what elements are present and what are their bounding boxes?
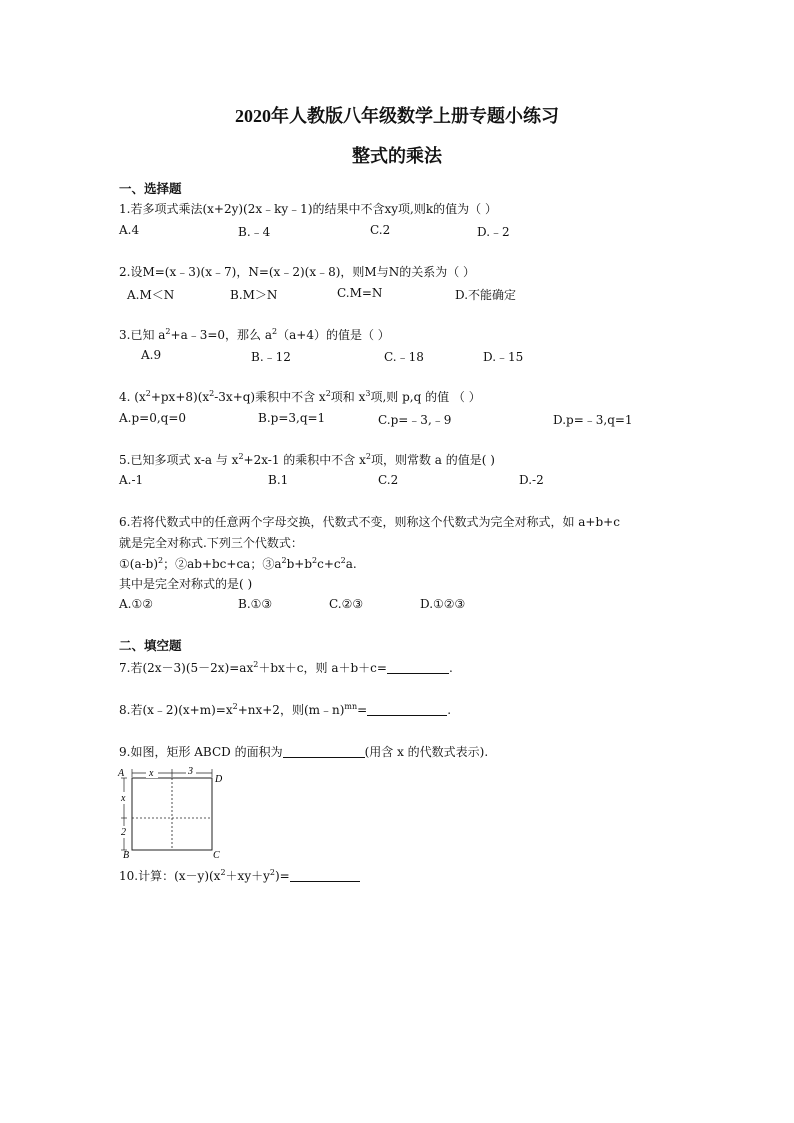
question-3-option-d: D.﹣15 bbox=[483, 350, 524, 364]
question-5-option-a: A.-1 bbox=[119, 473, 144, 487]
question-2-option-b: B.M＞N bbox=[230, 288, 278, 302]
question-6-option-a: A.①② bbox=[119, 597, 153, 611]
question-9: 9.如图，矩形 ABCD 的面积为 (用含 x 的代数式表示). bbox=[119, 745, 489, 759]
question-6-expressions: $①(a-b)^2$；②ab+bc+ca；$③a^2b+b^2c+c^2a$. bbox=[119, 556, 357, 571]
side-x-label: x bbox=[121, 793, 126, 804]
question-2-option-c: C.M=N bbox=[337, 286, 383, 300]
side-2-label: 2 bbox=[121, 827, 126, 838]
question-3-option-c: C.﹣18 bbox=[384, 350, 424, 364]
question-5-option-c: C.2 bbox=[378, 473, 399, 487]
question-6-line-1: 6.若将代数式中的任意两个字母交换，代数式不变，则称这个代数式为完全对称式，如 a+b+c bbox=[119, 515, 620, 529]
vertex-b-label: B bbox=[123, 850, 130, 860]
answer-blank[interactable] bbox=[387, 661, 449, 674]
question-5-option-d: D.-2 bbox=[519, 473, 544, 487]
question-6-line-4: 其中是完全对称式的是( ) bbox=[119, 577, 253, 591]
section-fill-heading: 二、填空题 bbox=[119, 638, 182, 653]
question-6-option-b: B.①③ bbox=[238, 597, 273, 611]
question-4-option-a: A.p=0,q=0 bbox=[119, 411, 187, 425]
question-4-option-d: D.p=﹣3,q=1 bbox=[553, 413, 633, 427]
vertex-d-label: D bbox=[215, 774, 223, 785]
page-subtitle: 整式的乘法 bbox=[352, 146, 442, 166]
question-3-option-a: A.9 bbox=[141, 348, 162, 362]
question-1-option-a: A.4 bbox=[119, 223, 140, 237]
question-6-option-d: D.①②③ bbox=[420, 597, 466, 611]
question-2-stem: 2.设M=(x﹣3)(x﹣7)，N=(x﹣2)(x﹣8)，则M与N的关系为（ ） bbox=[119, 265, 476, 279]
answer-blank[interactable] bbox=[290, 869, 360, 882]
top-x-label: x bbox=[149, 768, 154, 779]
question-3-option-b: B.﹣12 bbox=[251, 350, 291, 364]
rectangle-abcd-figure bbox=[114, 764, 232, 860]
question-4-option-b: B.p=3,q=1 bbox=[258, 411, 326, 425]
question-1-option-c: C.2 bbox=[370, 223, 391, 237]
question-7: 7.若$(2x-3)(5-2x)=ax^2+bx+c$，则 a＋b＋c= . bbox=[119, 660, 453, 675]
question-5-option-b: B.1 bbox=[268, 473, 289, 487]
question-3-stem: 3.已知 $a^2+a﹣3=0$，那么 $a^2(a+4)$的值是（ ） bbox=[119, 327, 390, 342]
question-1-stem: 1.若多项式乘法(x+2y)(2x﹣ky﹣1)的结果中不含xy项,则k的值为（ ） bbox=[119, 202, 497, 216]
section-choice-heading: 一、选择题 bbox=[119, 181, 182, 196]
question-6-line-2: 就是完全对称式.下列三个代数式： bbox=[119, 536, 303, 550]
question-4-option-c: C.p=﹣3,﹣9 bbox=[378, 413, 452, 427]
page-title: 2020年人教版八年级数学上册专题小练习 bbox=[235, 106, 559, 126]
question-4-stem: 4. $(x^2+px+8)(x^2-3x+q)$乘积中不含 $x^2$项和 $x^3$项,则 p,q 的值 （ ） bbox=[119, 389, 481, 404]
question-10: 10.计算：$(x-y)(x^2+xy+y^2)=$ bbox=[119, 868, 360, 884]
question-2-option-d: D.不能确定 bbox=[455, 288, 517, 302]
question-6-option-c: C.②③ bbox=[329, 597, 364, 611]
question-1-option-d: D.﹣2 bbox=[477, 225, 510, 239]
top-3-label: 3 bbox=[188, 766, 193, 777]
answer-blank[interactable] bbox=[283, 745, 365, 758]
vertex-a-label: A bbox=[118, 768, 125, 779]
vertex-c-label: C bbox=[213, 850, 220, 860]
answer-blank[interactable] bbox=[367, 703, 447, 716]
question-1-option-b: B.﹣4 bbox=[238, 225, 271, 239]
question-2-option-a: A.M＜N bbox=[127, 288, 175, 302]
question-5-stem: 5.已知多项式 x-a 与 $x^2+2x-1$ 的乘积中不含 $x^2$项，则常数 a 的值是( ) bbox=[119, 452, 495, 467]
question-8: 8.若$(x﹣2)(x+m)=x^2+nx+2$，则(m﹣n)$^{mn}$= . bbox=[119, 702, 452, 717]
